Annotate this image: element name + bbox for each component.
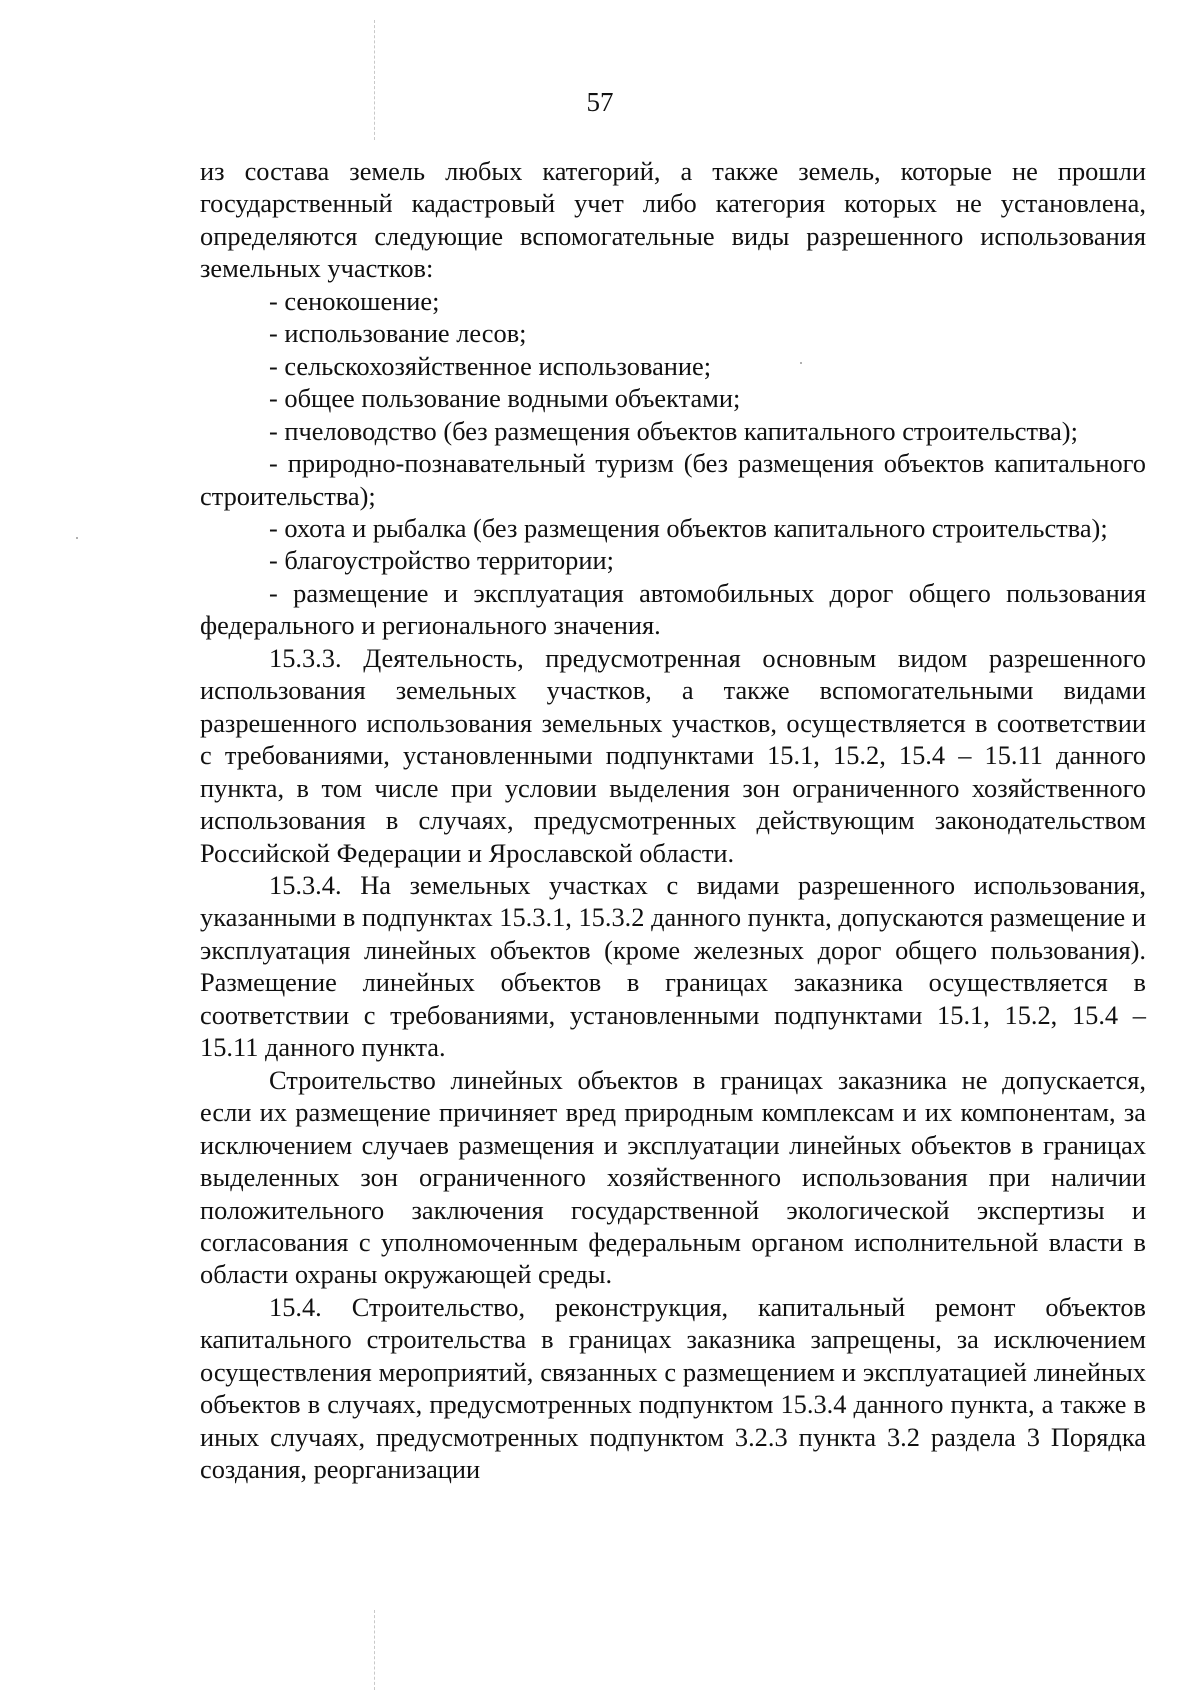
list-item-hunting-fishing: - охота и рыбалка (без размещения объектов капитального строительства); xyxy=(269,512,1108,543)
paragraph-15-4: 15.4. Строительство, реконструкция, капитальный ремонт объектов капитального строительства в границах заказника запрещены, за исключением осуществления мероприятий, связанных с размещением и эксплуатацией линейных объектов в случаях, предусмотренных подпунктом 15.3.4 данного пункта, а также в иных случаях, предусмотренных подпунктом 3.2.3 пункта 3.2 раздела 3 Порядка создания, реорганизации xyxy=(200,1291,1146,1485)
list-item-beekeeping: - пчеловодство (без размещения объектов капитального строительства); xyxy=(269,415,1078,446)
paragraph-continuation: из состава земель любых категорий, а также земель, которые не прошли государственный кадастровый учет либо категория которых не установлена, определяются следующие вспомогательные виды разрешенного использования земельных участков: xyxy=(200,156,1146,284)
paragraph-linear-objects-construction: Строительство линейных объектов в границах заказника не допускается, если их размещение причиняет вред природным комплексам и их компонентам, за исключением случаев размещения и эксплуатации линейных объектов в границах выделенных зон ограниченного хозяйственного использования при наличии положительного заключения государственной экологической экспертизы и согласования с уполномоченным федеральным органом исполнительной власти в области охраны окружающей среды. xyxy=(200,1064,1146,1290)
list-item-eco-tourism: - природно-познавательный туризм (без размещения объектов капитального строительства); xyxy=(200,448,1146,511)
page-number: 57 xyxy=(586,87,614,117)
list-item-haymaking: - сенокошение; xyxy=(269,285,440,316)
list-item-water-use: - общее пользование водными объектами; xyxy=(269,383,741,414)
paragraph-15-3-3: 15.3.3. Деятельность, предусмотренная основным видом разрешенного использования земельных участков, а также вспомогательными видами разрешенного использования земельных участков, осуществляется в соответствии с требованиями, установленными подпунктами 15.1, 15.2, 15.4 – 15.11 данного пункта, в том числе при условии выделения зон ограниченного хозяйственного использования в случаях, предусмотренных действующим законодательством Российской Федерации и Ярославской области. xyxy=(200,642,1146,868)
list-item-forest-use: - использование лесов; xyxy=(269,318,527,349)
list-item-landscaping: - благоустройство территории; xyxy=(269,545,614,576)
paragraph-15-3-4: 15.3.4. На земельных участках с видами разрешенного использования, указанными в подпунктах 15.3.1, 15.3.2 данного пункта, допускаются размещение и эксплуатация линейных объектов (кроме железных дорог общего пользования). Размещение линейных объектов в границах заказника осуществляется в соответствии с требованиями, установленными подпунктами 15.1, 15.2, 15.4 – 15.11 данного пункта. xyxy=(200,869,1146,1063)
scan-artifact-dot xyxy=(76,537,78,539)
list-item-roads: - размещение и эксплуатация автомобильных дорог общего пользования федерального и регионального значения. xyxy=(200,577,1146,641)
scan-artifact-line xyxy=(374,20,375,140)
scan-artifact-line xyxy=(374,1610,375,1690)
document-body xyxy=(200,155,1146,1486)
list-item-agricultural-use: - сельскохозяйственное использование; xyxy=(269,350,712,381)
